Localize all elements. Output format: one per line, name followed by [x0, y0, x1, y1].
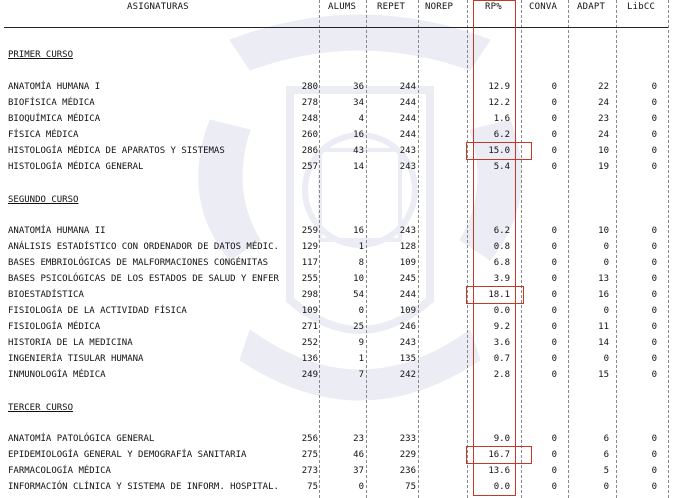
cell-repet: 1 — [358, 354, 364, 364]
section-segundo-curso: SEGUNDO CURSO — [8, 195, 79, 205]
cell-repet: 37 — [353, 466, 364, 476]
cell-norep: 246 — [399, 322, 416, 332]
table-row — [0, 466, 682, 478]
header-repet: REPET — [377, 2, 406, 12]
header-conva: CONVA — [529, 2, 558, 12]
cell-adapt: 0 — [603, 258, 609, 268]
cell-conva: 0 — [551, 434, 557, 444]
cell-conva: 0 — [551, 354, 557, 364]
cell-libcc: 0 — [651, 434, 657, 444]
cell-rp: 12.2 — [488, 98, 510, 108]
table-row — [0, 274, 682, 286]
cell-repet: 4 — [358, 114, 364, 124]
table-row — [0, 290, 682, 302]
cell-conva: 0 — [551, 274, 557, 284]
cell-rp: 9.2 — [493, 322, 510, 332]
table-row — [0, 258, 682, 270]
cell-norep: 244 — [399, 130, 416, 140]
subject-name: HISTORIA DE LA MEDICINA — [8, 338, 133, 348]
cell-rp: 0.7 — [493, 354, 510, 364]
cell-repet: 25 — [353, 322, 364, 332]
cell-libcc: 0 — [651, 226, 657, 236]
cell-rp: 12.9 — [488, 82, 510, 92]
cell-repet: 16 — [353, 226, 364, 236]
cell-norep: 109 — [399, 306, 416, 316]
cell-conva: 0 — [551, 290, 557, 300]
cell-alums: 129 — [301, 242, 318, 252]
table-row — [0, 434, 682, 446]
table-header — [0, 0, 682, 14]
table-row — [0, 322, 682, 334]
cell-repet: 54 — [353, 290, 364, 300]
subject-name: INGENIERÍA TISULAR HUMANA — [8, 354, 144, 364]
cell-adapt: 0 — [603, 354, 609, 364]
cell-alums: 249 — [301, 370, 318, 380]
cell-alums: 260 — [301, 130, 318, 140]
cell-alums: 280 — [301, 82, 318, 92]
table-row — [0, 306, 682, 318]
section-primer-curso: PRIMER CURSO — [8, 50, 74, 60]
rp-highlight-box — [466, 142, 532, 160]
cell-rp: 13.6 — [488, 466, 510, 476]
cell-libcc: 0 — [651, 466, 657, 476]
subject-name: HISTOLOGÍA MÉDICA DE APARATOS Y SISTEMAS — [8, 146, 225, 156]
cell-adapt: 0 — [603, 482, 609, 492]
cell-adapt: 5 — [603, 466, 609, 476]
cell-libcc: 0 — [651, 482, 657, 492]
cell-repet: 0 — [358, 306, 364, 316]
section-tercer-curso: TERCER CURSO — [8, 403, 74, 413]
cell-conva: 0 — [551, 322, 557, 332]
cell-rp: 0.0 — [493, 482, 510, 492]
cell-norep: 75 — [405, 482, 416, 492]
cell-adapt: 11 — [598, 322, 609, 332]
cell-alums: 257 — [301, 162, 318, 172]
cell-rp: 0.8 — [493, 242, 510, 252]
subject-name: BIOESTADÍSTICA — [8, 290, 84, 300]
table-row — [0, 82, 682, 94]
cell-alums: 248 — [301, 114, 318, 124]
cell-adapt: 15 — [598, 370, 609, 380]
cell-conva: 0 — [551, 98, 557, 108]
subject-name: INFORMACIÓN CLÍNICA Y SISTEMA DE INFORM. HOSPITAL. — [8, 482, 279, 492]
cell-adapt: 24 — [598, 130, 609, 140]
table-row — [0, 226, 682, 238]
cell-rp: 5.4 — [493, 162, 510, 172]
table-row — [0, 450, 682, 462]
cell-alums: 275 — [301, 450, 318, 460]
cell-repet: 0 — [358, 482, 364, 492]
cell-conva: 0 — [551, 226, 557, 236]
cell-rp: 6.2 — [493, 226, 510, 236]
table-row — [0, 162, 682, 174]
cell-adapt: 19 — [598, 162, 609, 172]
cell-norep: 244 — [399, 114, 416, 124]
cell-conva: 0 — [551, 130, 557, 140]
cell-repet: 8 — [358, 258, 364, 268]
subject-name: EPIDEMIOLOGÍA GENERAL Y DEMOGRAFÍA SANITARIA — [8, 450, 247, 460]
subject-name: FÍSICA MÉDICA — [8, 130, 79, 140]
table-row — [0, 114, 682, 126]
table-row — [0, 338, 682, 350]
cell-norep: 243 — [399, 338, 416, 348]
table-row — [0, 482, 682, 494]
cell-alums: 136 — [301, 354, 318, 364]
header-norep: NOREP — [425, 2, 454, 12]
cell-norep: 243 — [399, 162, 416, 172]
subject-name: HISTOLOGÍA MÉDICA GENERAL — [8, 162, 144, 172]
cell-repet: 14 — [353, 162, 364, 172]
cell-alums: 298 — [301, 290, 318, 300]
cell-conva: 0 — [551, 450, 557, 460]
subject-name: FISIOLOGÍA MÉDICA — [8, 322, 101, 332]
cell-alums: 75 — [307, 482, 318, 492]
cell-rp: 0.0 — [493, 306, 510, 316]
table-row — [0, 146, 682, 158]
cell-alums: 255 — [301, 274, 318, 284]
cell-repet: 7 — [358, 370, 364, 380]
cell-norep: 244 — [399, 98, 416, 108]
cell-conva: 0 — [551, 82, 557, 92]
subject-name: ANÁLISIS ESTADÍSTICO CON ORDENADOR DE DATOS MÉDIC. — [8, 242, 279, 252]
cell-libcc: 0 — [651, 162, 657, 172]
cell-adapt: 10 — [598, 226, 609, 236]
cell-libcc: 0 — [651, 450, 657, 460]
cell-norep: 109 — [399, 258, 416, 268]
cell-adapt: 6 — [603, 450, 609, 460]
cell-conva: 0 — [551, 306, 557, 316]
cell-norep: 236 — [399, 466, 416, 476]
cell-alums: 278 — [301, 98, 318, 108]
cell-alums: 252 — [301, 338, 318, 348]
cell-repet: 16 — [353, 130, 364, 140]
cell-rp: 15.0 — [488, 146, 510, 156]
subject-name: ANATOMÍA HUMANA I — [8, 82, 101, 92]
cell-rp: 16.7 — [488, 450, 510, 460]
cell-repet: 34 — [353, 98, 364, 108]
cell-conva: 0 — [551, 114, 557, 124]
cell-repet: 43 — [353, 146, 364, 156]
cell-norep: 229 — [399, 450, 416, 460]
cell-libcc: 0 — [651, 274, 657, 284]
cell-rp: 3.9 — [493, 274, 510, 284]
cell-adapt: 0 — [603, 306, 609, 316]
cell-repet: 46 — [353, 450, 364, 460]
cell-repet: 23 — [353, 434, 364, 444]
cell-rp: 6.8 — [493, 258, 510, 268]
table-row — [0, 354, 682, 366]
cell-adapt: 16 — [598, 290, 609, 300]
cell-conva: 0 — [551, 258, 557, 268]
subject-name: ANATOMÍA PATOLÓGICA GENERAL — [8, 434, 155, 444]
header-adapt: ADAPT — [577, 2, 606, 12]
cell-rp: 9.0 — [493, 434, 510, 444]
cell-rp: 18.1 — [488, 290, 510, 300]
cell-alums: 117 — [301, 258, 318, 268]
cell-conva: 0 — [551, 162, 557, 172]
subject-name: FISIOLOGÍA DE LA ACTIVIDAD FÍSICA — [8, 306, 187, 316]
cell-libcc: 0 — [651, 370, 657, 380]
cell-rp: 3.6 — [493, 338, 510, 348]
cell-libcc: 0 — [651, 338, 657, 348]
cell-norep: 244 — [399, 290, 416, 300]
cell-alums: 256 — [301, 434, 318, 444]
cell-rp: 1.6 — [493, 114, 510, 124]
table-row — [0, 370, 682, 382]
header-asignaturas: ASIGNATURAS — [127, 2, 189, 12]
header-rule — [4, 27, 668, 28]
cell-conva: 0 — [551, 146, 557, 156]
subject-name: BASES EMBRIOLÓGICAS DE MALFORMACIONES CONGÉNITAS — [8, 258, 269, 268]
cell-rp: 6.2 — [493, 130, 510, 140]
subject-name: INMUNOLOGÍA MÉDICA — [8, 370, 106, 380]
cell-norep: 243 — [399, 226, 416, 236]
cell-repet: 10 — [353, 274, 364, 284]
cell-libcc: 0 — [651, 322, 657, 332]
cell-repet: 1 — [358, 242, 364, 252]
cell-adapt: 24 — [598, 98, 609, 108]
cell-libcc: 0 — [651, 98, 657, 108]
cell-conva: 0 — [551, 466, 557, 476]
cell-libcc: 0 — [651, 146, 657, 156]
table-row — [0, 98, 682, 110]
header-rp: RP% — [485, 2, 502, 12]
cell-norep: 135 — [399, 354, 416, 364]
cell-adapt: 0 — [603, 242, 609, 252]
subject-name: BASES PSICOLÓGICAS DE LOS ESTADOS DE SALUD Y ENFER — [8, 274, 279, 284]
subject-name: ANATOMÍA HUMANA II — [8, 226, 106, 236]
rp-column-highlight — [473, 0, 516, 496]
header-alums: ALUMS — [328, 2, 357, 12]
cell-rp: 2.8 — [493, 370, 510, 380]
cell-libcc: 0 — [651, 306, 657, 316]
cell-adapt: 13 — [598, 274, 609, 284]
cell-norep: 242 — [399, 370, 416, 380]
header-libcc: LibCC — [627, 2, 656, 12]
cell-adapt: 6 — [603, 434, 609, 444]
cell-norep: 128 — [399, 242, 416, 252]
rp-highlight-box — [466, 286, 524, 304]
cell-libcc: 0 — [651, 130, 657, 140]
cell-alums: 286 — [301, 146, 318, 156]
cell-alums: 273 — [301, 466, 318, 476]
subject-name: BIOFÍSICA MÉDICA — [8, 98, 95, 108]
cell-libcc: 0 — [651, 258, 657, 268]
cell-alums: 259 — [301, 226, 318, 236]
cell-norep: 243 — [399, 146, 416, 156]
cell-libcc: 0 — [651, 82, 657, 92]
cell-norep: 244 — [399, 82, 416, 92]
rp-highlight-box — [466, 446, 532, 464]
cell-alums: 109 — [301, 306, 318, 316]
cell-adapt: 23 — [598, 114, 609, 124]
cell-conva: 0 — [551, 482, 557, 492]
cell-adapt: 22 — [598, 82, 609, 92]
cell-libcc: 0 — [651, 242, 657, 252]
cell-norep: 245 — [399, 274, 416, 284]
cell-libcc: 0 — [651, 354, 657, 364]
cell-conva: 0 — [551, 338, 557, 348]
cell-alums: 271 — [301, 322, 318, 332]
subject-name: BIOQUÍMICA MÉDICA — [8, 114, 101, 124]
cell-libcc: 0 — [651, 114, 657, 124]
subject-name: FARMACOLOGÍA MÉDICA — [8, 466, 111, 476]
cell-conva: 0 — [551, 370, 557, 380]
cell-norep: 233 — [399, 434, 416, 444]
cell-adapt: 10 — [598, 146, 609, 156]
cell-conva: 0 — [551, 242, 557, 252]
cell-libcc: 0 — [651, 290, 657, 300]
cell-repet: 9 — [358, 338, 364, 348]
cell-repet: 36 — [353, 82, 364, 92]
table-row — [0, 130, 682, 142]
table-row — [0, 242, 682, 254]
cell-adapt: 14 — [598, 338, 609, 348]
